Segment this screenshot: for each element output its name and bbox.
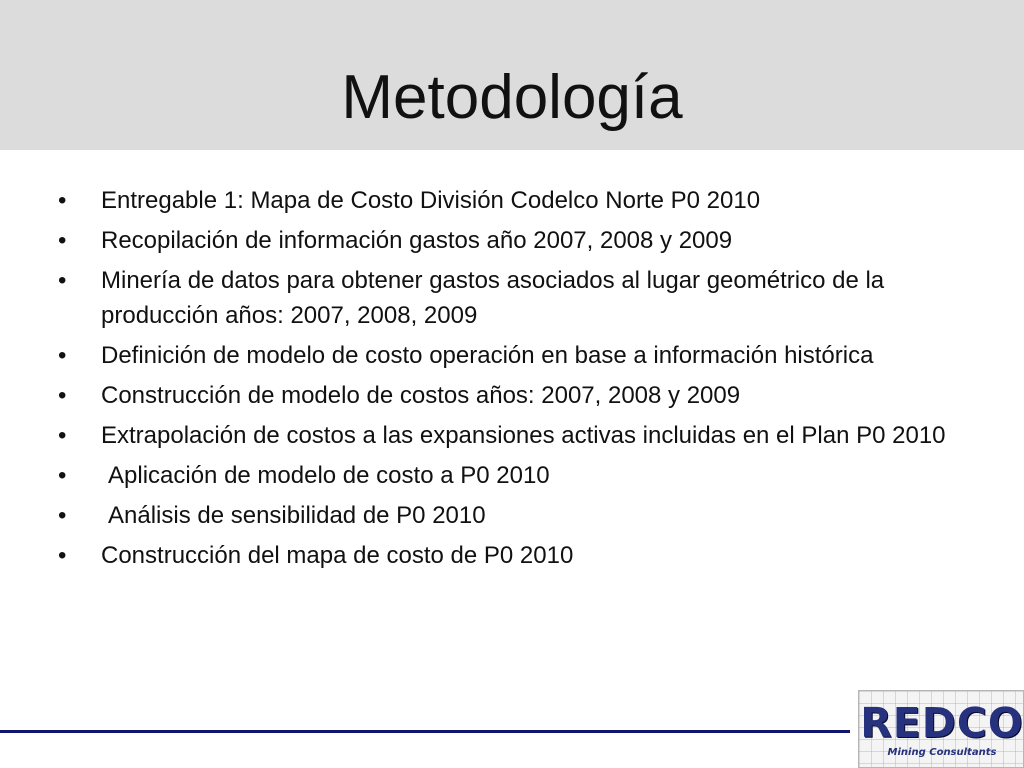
- list-item: [58, 378, 978, 413]
- slide-title: Metodología: [341, 63, 683, 132]
- list-item: [58, 223, 978, 258]
- list-item-text: Aplicación de modelo de costo a P0 2010: [108, 462, 550, 489]
- list-item-text: Minería de datos para obtener gastos asociados al lugar geométrico de la producción años: 2007, 2008, 2009: [101, 267, 885, 329]
- list-item: [58, 458, 978, 493]
- list-item-text: Construcción de modelo de costos años: 2007, 2008 y 2009: [101, 382, 741, 409]
- logo-subtitle: Mining Consultants: [887, 747, 997, 758]
- bullet-icon: •: [58, 187, 67, 214]
- list-item: [58, 338, 978, 373]
- list-item-text: Entregable 1: Mapa de Costo División Codelco Norte P0 2010: [101, 187, 761, 214]
- list-item-text: Análisis de sensibilidad de P0 2010: [108, 502, 486, 529]
- list-item-text: Recopilación de información gastos año 2007, 2008 y 2009: [101, 227, 733, 254]
- list-item: [58, 538, 978, 573]
- bullet-icon: •: [58, 462, 67, 489]
- list-item-text: Construcción del mapa de costo de P0 2010: [101, 542, 574, 569]
- list-item: [58, 183, 978, 218]
- list-item: [58, 263, 978, 333]
- bullet-icon: •: [58, 502, 67, 529]
- bullet-icon: •: [58, 422, 67, 449]
- bullet-icon: •: [58, 227, 67, 254]
- list-item-text: Definición de modelo de costo operación en base a información histórica: [101, 342, 874, 369]
- list-item: [58, 418, 978, 453]
- list-item: [58, 498, 978, 533]
- logo-text: REDCO: [860, 699, 1024, 747]
- list-item-text: Extrapolación de costos a las expansiones activas incluidas en el Plan P0 2010: [101, 422, 946, 449]
- bullet-icon: •: [58, 382, 67, 409]
- bullet-icon: •: [58, 542, 67, 569]
- footer-rule: [0, 730, 850, 733]
- bullet-icon: •: [58, 267, 67, 294]
- redco-logo: [858, 690, 1024, 768]
- bullet-list: [58, 183, 978, 578]
- bullet-icon: •: [58, 342, 67, 369]
